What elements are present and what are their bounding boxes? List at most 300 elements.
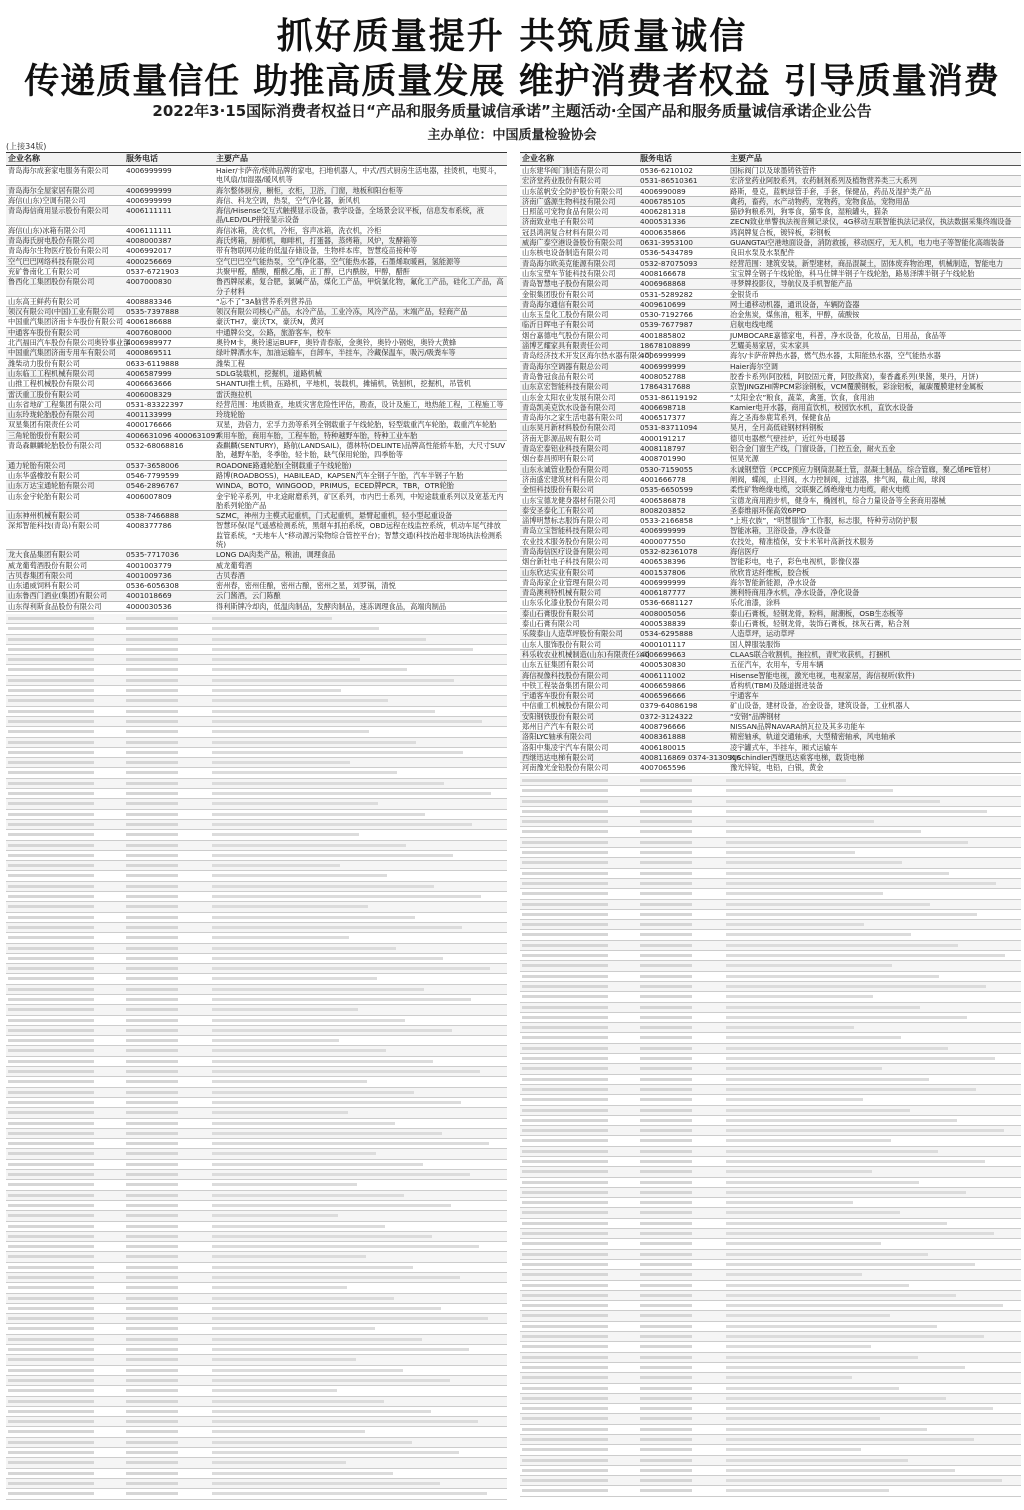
cell-phone: 4008701990 [640,454,686,464]
table-row [520,341,1021,351]
illegible-row [6,1201,507,1211]
cell-company: 洛阳LYC轴承有限公司 [522,732,592,742]
cell-product: 人造草坪，运动草坪 [730,629,795,639]
illegible-row [520,797,1021,807]
cell-phone: 4006999999 [640,361,686,371]
table-row [520,629,1021,639]
column-header-phone: 服务电话 [126,154,158,163]
illegible-row [6,923,507,933]
illegible-row [6,1170,507,1180]
cell-product: 海尔/卡萨帝牌热水器，燃气热水器，太阳能热水器，空气能热水器 [730,351,941,361]
cell-company: 青岛海信医疗设备有限公司 [522,546,609,556]
cell-phone: 0530-7159055 [640,464,693,474]
illegible-row [520,879,1021,889]
table-row [520,279,1021,289]
cell-company: 深邦智能科技(青岛)有限公司 [8,521,100,531]
cell-product: 艺耀美易家居，实木家具 [730,341,810,351]
cell-company: 青岛海尔通信有限公司 [522,299,594,309]
cell-company: 山东五征集团有限公司 [522,660,594,670]
illegible-row [6,1294,507,1304]
cell-phone: 4006281318 [640,207,686,217]
cell-product: 泰山石膏板，轻钢龙骨，粉料，耐潮板，OSB生态板等 [730,608,904,618]
cell-product: WINDA，BOTO，WINGOOD，PRIMUS，ECED牌PCR，TBR，OTR轮胎 [216,481,454,491]
table-row [520,578,1021,588]
cell-company: 海信(山东)空调有限公司 [8,195,86,205]
illegible-row [6,933,507,943]
cell-product: 潍柴工程 [216,358,245,368]
cell-company: 山东华盛橡胶有限公司 [8,470,80,480]
illegible-row [6,944,507,954]
illegible-row [6,1026,507,1036]
cell-phone: 4008116869 0374-3130916 [640,752,741,762]
cell-company: 兖矿鲁南化工有限公司 [8,266,80,276]
cell-product: 海尔整体厨房，橱柜，衣柜，卫浴，门窗，地板和阳台柜等 [216,185,403,195]
cell-product: 良田水泵及水泵配件 [730,248,795,258]
cell-phone: 4006538396 [640,557,686,567]
illegible-row [6,1242,507,1252]
cell-company: 乐陵泰山人造草坪股份有限公司 [522,629,623,639]
cell-product: 柔性矿物绝缘电缆，交联聚乙烯绝缘电力电缆，耐火电缆 [730,485,910,495]
table-row [520,238,1021,248]
illegible-row [6,1222,507,1232]
table-row [6,226,507,236]
cell-company: 淄博明慧标志服饰有限公司 [522,516,609,526]
table-row [520,372,1021,382]
table-row [6,359,507,369]
cell-company: 烟台嘉德电气股份有限公司 [522,330,609,340]
cell-company: 山东神州机械有限公司 [8,511,80,521]
cell-phone: 4006007809 [126,491,172,501]
cell-company: 济南盛宏建筑材料有限公司 [522,474,609,484]
cell-company: 青岛海氏厨电股份有限公司 [8,236,95,246]
cell-phone: 0546-7799599 [126,470,179,480]
table-row [6,317,507,327]
cell-company: 威龙葡萄酒股份有限公司 [8,560,88,570]
cell-phone: 4006587999 [126,368,172,378]
table-row [520,320,1021,330]
cell-company: 济南广盛源生物科技有限公司 [522,196,616,206]
illegible-row [6,882,507,892]
cell-phone: 4006008329 [126,389,172,399]
illegible-row [520,1281,1021,1291]
cell-phone: 4006999999 [126,166,172,175]
illegible-row [520,1322,1021,1332]
illegible-row [520,1013,1021,1023]
table-row [520,434,1021,444]
table-row [520,712,1021,722]
table-row [520,331,1021,341]
illegible-row [6,913,507,923]
table-row [520,310,1021,320]
cell-phone: 0538-7466888 [126,511,179,521]
cell-phone: 4007608000 [126,327,172,337]
cell-phone: 0535-7397888 [126,307,179,317]
cell-phone: 0534-6295888 [640,629,693,639]
illegible-row [520,1198,1021,1208]
illegible-row [520,1054,1021,1064]
cell-company: 临沂日晖电子有限公司 [522,320,594,330]
cell-phone: 4001003779 [126,560,172,570]
cell-product: 恒昊光源 [730,454,759,464]
cell-phone: 4006111002 [640,670,686,680]
cell-company: 山东京宏智能科技有限公司 [522,382,609,392]
cell-product: 鸿润牌复合板，镀锌板，彩钢板 [730,227,831,237]
table-row [6,307,507,317]
illegible-row [6,789,507,799]
illegible-row [6,1191,507,1201]
illegible-row [6,1149,507,1159]
illegible-row [520,1363,1021,1373]
table-row [6,602,507,612]
cell-phone: 4000869511 [126,348,172,358]
table-body [520,166,1021,774]
cell-phone: 0533-2166858 [640,516,693,526]
cell-product: Haier/卡萨帝/统帅品牌的家电，扫地机器人，中式/西式厨房生活电器，挂烫机，电熨斗，电风扇/加湿器/暖风机等 [216,166,502,185]
cell-company: 青岛海家企业管理有限公司 [522,577,609,587]
illegible-row [520,1208,1021,1218]
cell-product: 闸阀，蝶阀，止回阀，水力控制阀，过滤器，排气阀，截止阀，球阀 [730,474,946,484]
cell-company: 科乐收农业机械制造(山东)有限责任公司 [522,649,650,659]
cell-product: Hisense智能电视，激光电视，电视家居，海信视听(软件) [730,670,915,680]
table-row [520,300,1021,310]
table-row [520,732,1021,742]
cell-phone: 4006111111 [126,206,172,216]
cell-product: 海尔智能新能源，净水设备 [730,577,817,587]
cell-company: 日照蓝可宠物食品有限公司 [522,207,609,217]
illegible-row [520,1126,1021,1136]
cell-product: 智能彩电，电子，彩色电视机，影像仪器 [730,557,860,567]
cell-company: 山东宝塑车节能科技有限公司 [522,268,616,278]
cell-company: 山东通威饲料有限公司 [8,581,80,591]
illegible-row [520,1250,1021,1260]
cell-product: 共聚甲醛，醋酸，醋酸乙酯，正丁醇，已内酰胺，甲醇，醋酐 [216,266,411,276]
cell-product: 网士通移动机器，通讯设备，车辆防盗器 [730,299,860,309]
cell-product: 泰山石膏板，轻钢龙骨，装饰石膏板，抹灰石膏，粘合剂 [730,619,910,629]
cell-phone: 0532-87075093 [640,258,698,268]
illegible-row [520,1260,1021,1270]
table-row [520,691,1021,701]
cell-company: 三角轮胎股份有限公司 [8,430,80,440]
continued-note: (上接34版) [6,142,47,151]
cell-product: Kamier电开水器，商用直饮机，校园饮水机，直饮水设备 [730,402,914,412]
table-row [6,206,507,226]
cell-phone: 0531-83711094 [640,423,698,433]
illegible-row [520,807,1021,817]
illegible-row [520,930,1021,940]
illegible-row [520,786,1021,796]
illegible-row [6,1232,507,1242]
cell-product: 京智JINGZHI牌PCM彩涂钢板，VCM覆膜钢板，彩涂铝板，氟碳覆膜建材金属板 [730,382,984,392]
company-table-left [6,152,507,612]
cell-phone: 4006180015 [640,742,686,752]
illegible-row [6,1016,507,1026]
illegible-row [6,1005,507,1015]
column-header-product: 主要产品 [216,154,248,163]
illegible-row [520,1445,1021,1455]
cell-company: 山东玲珑轮胎股份有限公司 [8,410,95,420]
illegible-row [520,951,1021,961]
illegible-row [6,1252,507,1262]
illegible-row [520,941,1021,951]
table-row [520,403,1021,413]
cell-product: SDLG装载机，挖掘机，道路机械 [216,368,322,378]
cell-company: 中国重汽集团济南专用车有限公司 [8,348,116,358]
illegible-row [6,1314,507,1324]
illegible-row [520,1311,1021,1321]
cell-company: 烟台泰昌照明有限公司 [522,454,594,464]
table-row [6,431,507,441]
cell-company: 西继迅达电梯有限公司 [522,752,594,762]
illegible-row [6,1324,507,1334]
table-row [520,290,1021,300]
table-row [6,246,507,256]
cell-phone: 4007065596 [640,763,686,773]
cell-product: 密州春，密州佳酿，密州古酿，密州之星，刘罗锅，清悦 [216,581,396,591]
cell-product: 森麒麟(SENTURY)，路航(LANDSAIL)，德林特(DELINTE)品牌高性能轿车胎，大尺寸SUV胎，越野车胎，冬季胎，轻卡胎，缺气保用轮胎，四季胎等 [216,441,505,460]
cell-product: XJSchindler西继迅达乘客电梯，载货电梯 [730,752,865,762]
illegible-row [6,1160,507,1170]
cell-company: 青岛宏泰铝业科技有限公司 [522,444,609,454]
table-row [520,598,1021,608]
cell-phone: 0537-6721903 [126,266,179,276]
illegible-row [6,841,507,851]
illegible-row [520,982,1021,992]
cell-product: ZECN致业单警执法视音频记录仪，4G移动互联智能执法记录仪，执法数据采集终端设备 [730,217,1012,227]
cell-phone: 4000530830 [640,660,686,670]
illegible-row [6,1335,507,1345]
cell-phone: 0532-68068816 [126,441,184,451]
column-header-phone: 服务电话 [640,154,672,163]
cell-phone: 4000635866 [640,227,686,237]
table-row [6,348,507,358]
cell-phone: 4008361888 [640,732,686,742]
cell-phone: 0530-7192766 [640,310,693,320]
illegible-row [6,799,507,809]
illegible-row [520,1373,1021,1383]
illegible-row [520,1136,1021,1146]
illegible-row [6,851,507,861]
table-row [520,681,1021,691]
cell-product: 德贝电器燃气壁挂炉，近红外电暖器 [730,433,846,443]
table-row [520,722,1021,732]
illegible-row [520,961,1021,971]
illegible-row [6,1376,507,1386]
cell-company: 青岛海尔全屋家居有限公司 [8,185,95,195]
table-row [520,506,1021,516]
cell-company: 山东高王鲜药有限公司 [8,296,80,306]
cell-phone: 4006187777 [640,588,686,598]
cell-product: 宇通客车 [730,691,759,701]
table-row [520,454,1021,464]
cell-product: 精密轴承，轨道交通轴承，大型精密轴承，风电轴承 [730,732,896,742]
cell-product: 农技处，精准植保，安卡米苇叶高新技术服务 [730,536,874,546]
cell-product: CLAAS联合收割机，拖拉机，青贮收获机，打捆机 [730,649,891,659]
illegible-row [6,624,507,634]
cell-product: 领汉有限公司核心产品，水冷产品，工业冷冻，风冷产品，末端产品，轻商产品 [216,307,468,317]
cell-company: 通力轮胎有限公司 [8,460,66,470]
cell-phone: 0535-7717036 [126,550,179,560]
table-row [520,382,1021,392]
table-row [6,481,507,491]
illegible-row [520,1353,1021,1363]
table-row [6,581,507,591]
cell-product: 路博(ROADBOSS)，HABILEAD，KAPSEN汽车全钢子午胎，汽车半钢子午胎 [216,470,464,480]
cell-product: 禽药，畜药，水产动物药，宠物药，宠物食品，宠物用品 [730,196,910,206]
cell-company: 青岛经济技术开发区海尔热水器有限公司 [522,351,652,361]
table-row [520,588,1021,598]
cell-company: 宏济堂药业股份有限公司 [522,176,602,186]
cell-phone: 4000538839 [640,619,686,629]
illegible-row [6,1263,507,1273]
table-row [6,511,507,521]
cell-phone: 4008377786 [126,521,172,531]
cell-company: 山东宝德龙健身器材有限公司 [522,495,616,505]
illegible-row [520,1332,1021,1342]
cell-company: 威海广泰空港设备股份有限公司 [522,238,623,248]
table-header [6,153,507,166]
illegible-row [6,1489,507,1499]
table-row [520,197,1021,207]
illegible-row [6,1139,507,1149]
table-row [520,207,1021,217]
table-row [520,496,1021,506]
column-header-company: 企业名称 [522,154,554,163]
illegible-row [520,1064,1021,1074]
illegible-row [520,1219,1021,1229]
cell-company: 山东人服饰股份有限公司 [522,639,602,649]
cell-company: 泰山石膏股份有限公司 [522,608,594,618]
cell-product: 宝宝牌全钢子午线轮胎，科马仕牌半钢子午线轮胎，路易泽牌半钢子午线轮胎 [730,268,975,278]
illegible-row [6,758,507,768]
table-row [6,591,507,601]
cell-product: SHANTUI推土机，压路机，平地机，装载机，摊铺机，铣刨机，挖掘机，吊管机 [216,379,471,389]
illegible-row [520,838,1021,848]
table-row [520,475,1021,485]
cell-product: SZMC，神州力主模式起重机，门式起重机，悬臂起重机，轻小型起重设备 [216,511,453,521]
table-row [6,441,507,461]
illegible-row [6,964,507,974]
cell-phone: 4007000830 [126,277,172,287]
cell-phone: 4006186688 [126,317,172,327]
cell-product: 海信医疗 [730,546,759,556]
cell-company: 洛阳中集凌宇汽车有限公司 [522,742,609,752]
illegible-row [520,1033,1021,1043]
cell-phone: 0633-6119888 [126,358,179,368]
cell-company: 冠县鸿润复合材料有限公司 [522,227,609,237]
cell-product: 鲁西牌尿素，复合肥，氯碱产品，煤化工产品，甲烷氯化物，氟化工产品，硅化工产品，高分子材料 [216,277,504,296]
cell-product: 五征汽车，农用车，专用车辆 [730,660,824,670]
illegible-row [520,1404,1021,1414]
column-header-product: 主要产品 [730,154,762,163]
cell-product: 空气巴巴空气能热泵，空气净化器，空气能热水器，石墨烯取暖画，氢能源等 [216,256,461,266]
illegible-row [520,1044,1021,1054]
cell-company: 山东核电设备制造有限公司 [522,248,609,258]
illegible-row [520,1486,1021,1496]
table-row [520,465,1021,475]
illegible-row [6,1108,507,1118]
illegible-row [6,717,507,727]
table-row [6,236,507,246]
table-row [6,471,507,481]
cell-product: 凌宇罐式车，半挂车，厢式运输车 [730,742,838,752]
illegible-row [520,1147,1021,1157]
cell-company: 山推工程机械股份有限公司 [8,379,95,389]
cell-product: 豪沃TH7，豪沃TX，豪沃N，黄河 [216,317,325,327]
illegible-row [520,1023,1021,1033]
cell-product: NISSAN品牌NAVARA纳瓦拉及其多功能车 [730,722,865,732]
illegible-row [520,910,1021,920]
illegible-row [6,1057,507,1067]
table-row [6,196,507,206]
cell-product: 启航电线电缆 [730,320,774,330]
cell-phone: 4001666778 [640,474,686,484]
table-row [6,267,507,277]
cell-company: 农业技术服务股份有限公司 [522,536,609,546]
cell-phone: 4006968868 [640,279,686,289]
cell-phone: 8008203852 [640,505,686,515]
table-row [520,537,1021,547]
illegible-row [6,665,507,675]
cell-company: 青岛海尔空调器有限总公司 [522,361,609,371]
cell-company: 龙大食品集团有限公司 [8,550,80,560]
illegible-row [520,1106,1021,1116]
cell-product: 寻梦牌投影仪，导航仪及手机智能产品 [730,279,853,289]
table-row [520,650,1021,660]
illegible-row [6,1077,507,1087]
illegible-row [520,1476,1021,1486]
cell-company: 青岛海尔之家生活电器有限公司 [522,413,623,423]
illegible-row [520,1414,1021,1424]
illegible-row [6,1345,507,1355]
illegible-row [6,1036,507,1046]
table-row [520,217,1021,227]
cell-product: 豫光锌锭，电铅，白银，黄金 [730,763,824,773]
illegible-row [520,1342,1021,1352]
cell-company: 泰安圣泰化工有限公司 [522,505,594,515]
illegible-row [6,707,507,717]
cell-company: 领汉有限公司(中国)工业有限公司 [8,307,115,317]
illegible-row [520,1291,1021,1301]
cell-phone: 4001018669 [126,591,172,601]
cell-phone: 4006699663 [640,649,686,659]
cell-company: 山东蓝帆安全防护股份有限公司 [522,186,623,196]
illegible-row [6,1427,507,1437]
illegible-row [520,1095,1021,1105]
table-row [520,640,1021,650]
cell-product: 乐化油漆，涂料 [730,598,781,608]
cell-product: 经营范围：地质勘查，地质灾害危险性评估，勘查，设计及施工，地热能工程，工程施工等 [216,399,504,409]
illegible-row [6,1469,507,1479]
cell-company: 海信(山东)冰箱有限公司 [8,225,86,235]
table-row [6,379,507,389]
illegible-row [6,1046,507,1056]
cell-phone: 0531-86510361 [640,176,698,186]
illegible-row [520,848,1021,858]
cell-product: 得利斯牌冷却肉，低温肉制品，发酵肉制品，速冻调理食品，高端肉制品 [216,601,447,611]
illegible-row [520,900,1021,910]
cell-company: 山东欣达实业有限公司 [522,567,594,577]
illegible-row [6,1407,507,1417]
cell-product: 宝德龙商用跑步机，健身车，椭圆机，综合力量设备等全套商用器械 [730,495,946,505]
cell-phone: 0531-86119192 [640,392,698,402]
illegible-row [6,779,507,789]
cell-product: 猫砂狗粮系列，狗零食，猫零食，湿粮罐头，猫条 [730,207,889,217]
illegible-row [520,992,1021,1002]
cell-phone: 0379-64086198 [640,701,698,711]
cell-product: 胶香卡系列(阿胶糕，阿胶固元膏，阿胶燕窝)，秦香鑫系列(果酱，果丹，月饼) [730,371,979,381]
table-row [520,228,1021,238]
illegible-row [6,1355,507,1365]
